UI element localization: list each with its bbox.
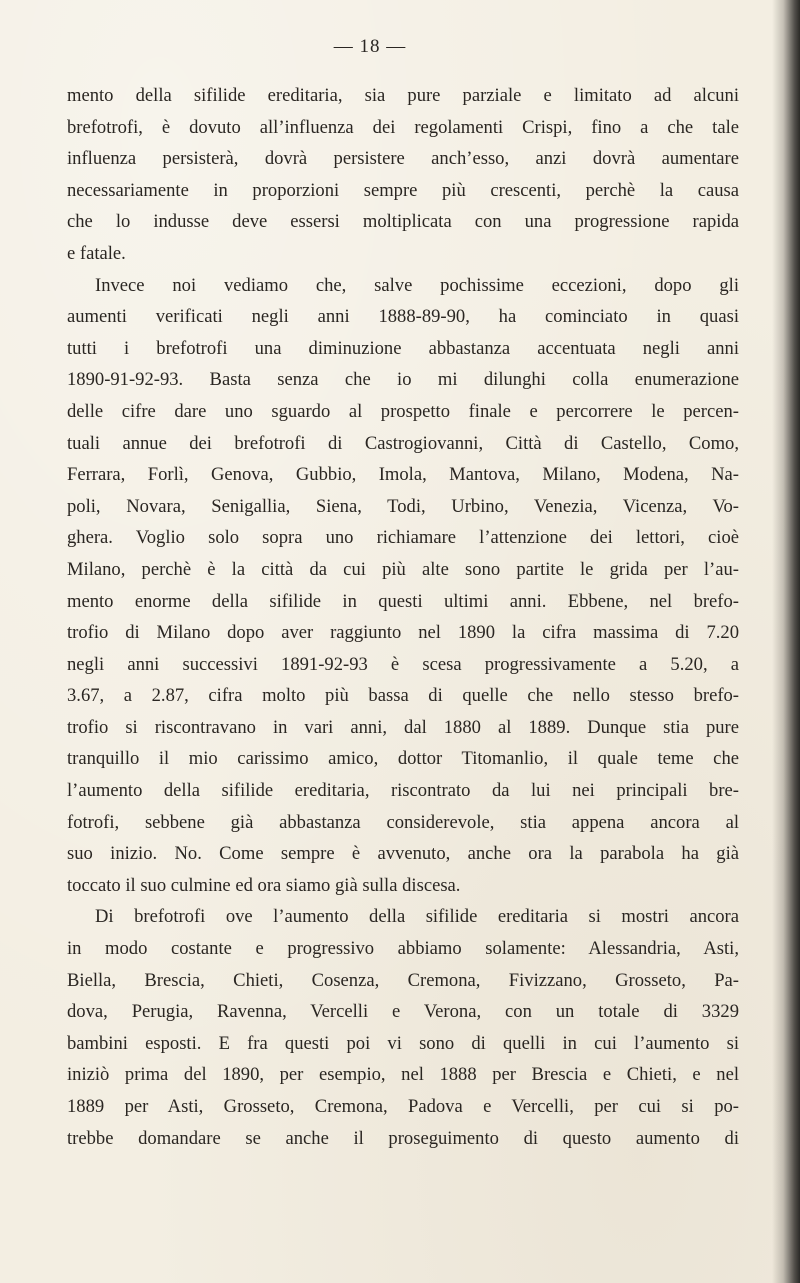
text-line: ghera. Voglio solo sopra uno richiamare l’attenzione dei lettori, cioè	[67, 527, 739, 549]
text-line: fotrofi, sebbene già abbastanza considerevole, stia appena ancora al	[67, 811, 739, 833]
text-line: dova, Perugia, Ravenna, Vercelli e Verona, con un totale di 3329	[67, 1001, 739, 1023]
page-number: — 18 —	[333, 36, 407, 57]
page-edge-shadow	[772, 0, 800, 1283]
text-line: in modo costante e progressivo abbiamo solamente: Alessandria, Asti,	[67, 938, 739, 960]
text-line: poli, Novara, Senigallia, Siena, Todi, Urbino, Venezia, Vicenza, Vo-	[67, 495, 739, 517]
text-line: Di brefotrofi ove l’aumento della sifilide ereditaria si mostri ancora	[95, 906, 739, 928]
text-line: e fatale.	[67, 242, 126, 264]
text-line: Invece noi vediamo che, salve pochissime eccezioni, dopo gli	[95, 274, 739, 296]
text-line: influenza persisterà, dovrà persistere anch’esso, anzi dovrà aumentare	[67, 148, 739, 170]
text-line: suo inizio. No. Come sempre è avvenuto, anche ora la parabola ha già	[67, 843, 739, 865]
text-line: Milano, perchè è la città da cui più alte sono partite le grida per l’au-	[67, 558, 739, 580]
body-text	[67, 80, 739, 1154]
text-line: tranquillo il mio carissimo amico, dottor Titomanlio, il quale teme che	[67, 748, 739, 770]
text-line: trofio si riscontravano in vari anni, dal 1880 al 1889. Dunque stia pure	[67, 716, 739, 738]
text-line: 3.67, a 2.87, cifra molto più bassa di quelle che nello stesso brefo-	[67, 685, 739, 707]
text-line: delle cifre dare uno sguardo al prospetto finale e percorrere le percen-	[67, 400, 739, 422]
text-line: mento enorme della sifilide in questi ultimi anni. Ebbene, nel brefo-	[67, 590, 739, 612]
text-line: Ferrara, Forlì, Genova, Gubbio, Imola, Mantova, Milano, Modena, Na-	[67, 464, 739, 486]
text-line: necessariamente in proporzioni sempre più crescenti, perchè la causa	[67, 179, 739, 201]
text-line: tuali annue dei brefotrofi di Castrogiovanni, Città di Castello, Como,	[67, 432, 739, 454]
text-line: bambini esposti. E fra questi poi vi sono di quelli in cui l’aumento si	[67, 1032, 739, 1054]
text-line: trofio di Milano dopo aver raggiunto nel 1890 la cifra massima di 7.20	[67, 622, 739, 644]
text-line: trebbe domandare se anche il proseguimento di questo aumento di	[67, 1127, 739, 1149]
text-line: 1889 per Asti, Grosseto, Cremona, Padova e Vercelli, per cui si po-	[67, 1096, 739, 1117]
text-line: iniziò prima del 1890, per esempio, nel 1888 per Brescia e Chieti, e nel	[67, 1064, 739, 1086]
text-line: l’aumento della sifilide ereditaria, riscontrato da lui nei principali bre-	[67, 780, 739, 802]
text-line: Biella, Brescia, Chieti, Cosenza, Cremona, Fivizzano, Grosseto, Pa-	[67, 969, 739, 991]
text-line: tutti i brefotrofi una diminuzione abbastanza accentuata negli anni	[67, 337, 739, 359]
text-line: mento della sifilide ereditaria, sia pure parziale e limitato ad alcuni	[67, 85, 739, 106]
text-line: toccato il suo culmine ed ora siamo già sulla discesa.	[67, 874, 461, 896]
text-line: brefotrofi, è dovuto all’influenza dei regolamenti Crispi, fino a che tale	[67, 116, 739, 138]
text-line: 1890-91-92-93. Basta senza che io mi dilunghi colla enumerazione	[67, 369, 739, 391]
text-line: che lo indusse deve essersi moltiplicata con una progressione rapida	[67, 211, 739, 233]
text-line: aumenti verificati negli anni 1888-89-90, ha cominciato in quasi	[67, 306, 739, 328]
text-line: negli anni successivi 1891-92-93 è scesa progressivamente a 5.20, a	[67, 653, 739, 675]
